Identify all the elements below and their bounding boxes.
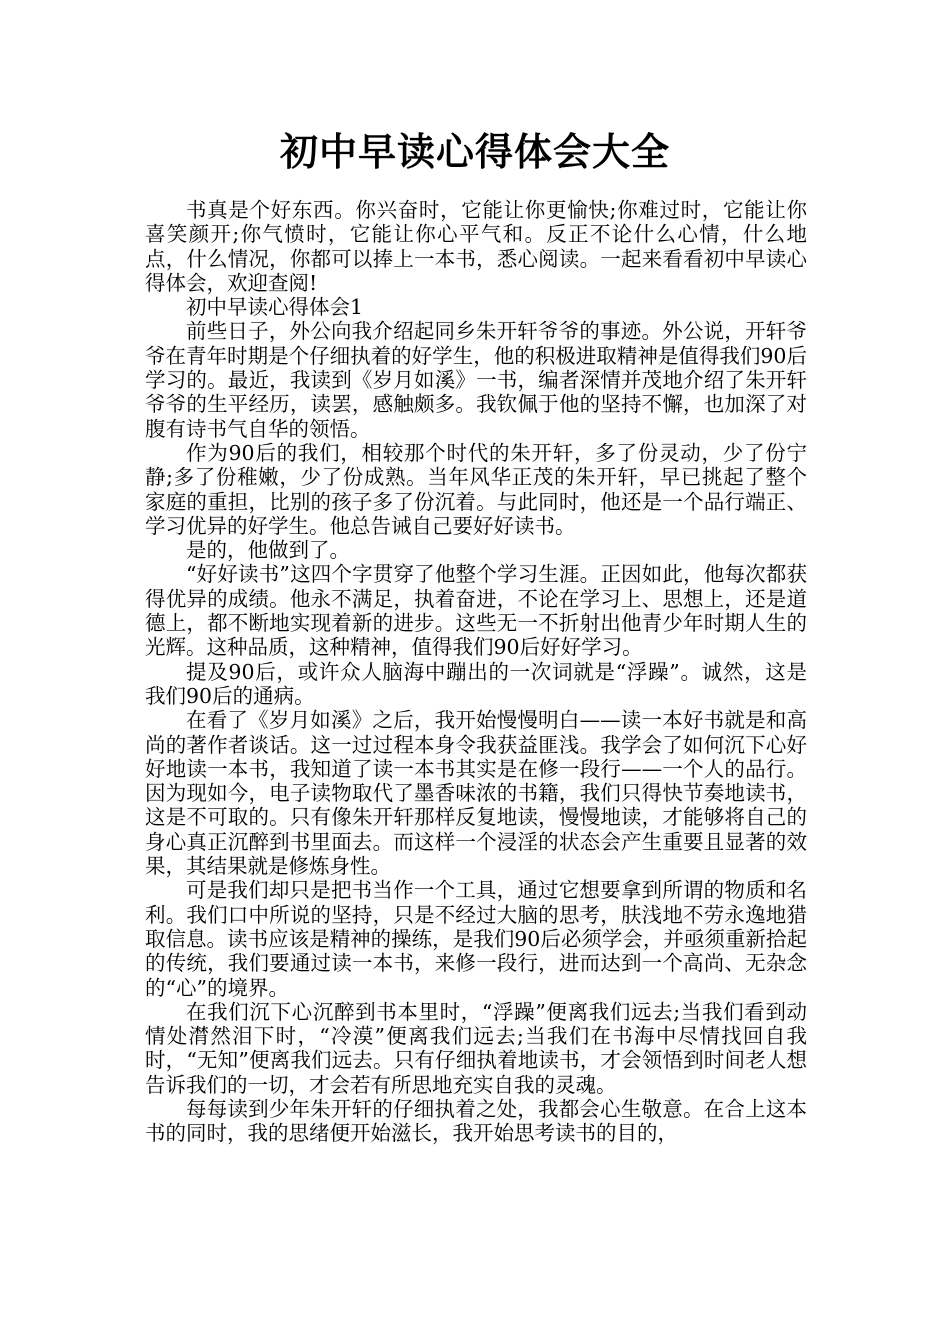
section-heading: 初中早读心得体会1 (186, 295, 364, 320)
document-title: 初中早读心得体会大全 (279, 130, 670, 174)
paragraph: “好好读书”这四个字贯穿了他整个学习生涯。正因如此，他每次都获得优异的成绩。他永不满足，执着奋进，不论在学习上、思想上，还是道德上，都不断地实现着新的进步。这些无一不折射出他青少年时期人生的光辉。这种品质，这种精神，值得我们90后好好学习。 (145, 562, 807, 660)
paragraph: 前些日子，外公向我介绍起同乡朱开轩爷爷的事迹。外公说，开轩爷爷在青年时期是个仔细执着的好学生，他的积极进取精神是值得我们90后学习的。最近，我读到《岁月如溪》一书，编者深情并茂地介绍了朱开轩爷爷的生平经历，读罢，感触颇多。我钦佩于他的坚持不懈，也加深了对腹有诗书气自华的领悟。 (145, 319, 807, 441)
paragraph: 书真是个好东西。你兴奋时，它能让你更愉快;你难过时，它能让你喜笑颜开;你气愤时，它能让你心平气和。反正不论什么心情，什么地点，什么情况，你都可以捧上一本书，悉心阅读。一起来看看初中早读心得体会，欢迎查阅! (145, 198, 807, 295)
paragraph: 在我们沉下心沉醉到书本里时，“浮躁”便离我们远去;当我们看到动情处潸然泪下时，“冷漠”便离我们远去;当我们在书海中尽情找回自我时，“无知”便离我们远去。只有仔细执着地读书，才会领悟到时间老人想告诉我们的一切，才会若有所思地充实自我的灵魂。 (145, 999, 807, 1097)
paragraph: 是的，他做到了。 (186, 538, 350, 563)
paragraph: 可是我们却只是把书当作一个工具，通过它想要拿到所谓的物质和名利。我们口中所说的坚持，只是不经过大脑的思考，肤浅地不劳永逸地猎取信息。读书应该是精神的操练，是我们90后必须学会，并亟须重新拾起的传统，我们要通过读一本书，来修一段行，进而达到一个高尚、无杂念的“心”的境界。 (145, 878, 807, 1000)
paragraph: 每每读到少年朱开轩的仔细执着之处，我都会心生敬意。在合上这本书的同时，我的思绪便开始滋长，我开始思考读书的目的， (145, 1096, 807, 1146)
paragraph: 作为90后的我们，相较那个时代的朱开轩，多了份灵动，少了份宁静;多了份稚嫩，少了份成熟。当年风华正茂的朱开轩，早已挑起了整个家庭的重担，比别的孩子多了份沉着。与此同时，他还是一个品行端正、学习优异的好学生。他总告诫自己要好好读书。 (145, 440, 807, 538)
paragraph: 提及90后，或许众人脑海中蹦出的一次词就是“浮躁”。诚然，这是我们90后的通病。 (145, 659, 807, 708)
document-body (145, 198, 807, 1146)
paragraph: 在看了《岁月如溪》之后，我开始慢慢明白——读一本好书就是和高尚的著作者谈话。这一过过程本身令我获益匪浅。我学会了如何沉下心好好地读一本书，我知道了读一本书其实是在修一段行——一个人的品行。因为现如今，电子读物取代了墨香味浓的书籍，我们只得快节奏地读书，这是不可取的。只有像朱开轩那样反复地读，慢慢地读，才能够将自己的身心真正沉醉到书里面去。而这样一个浸淫的状态会产生重要且显著的效果，其结果就是修炼身性。 (145, 708, 807, 879)
